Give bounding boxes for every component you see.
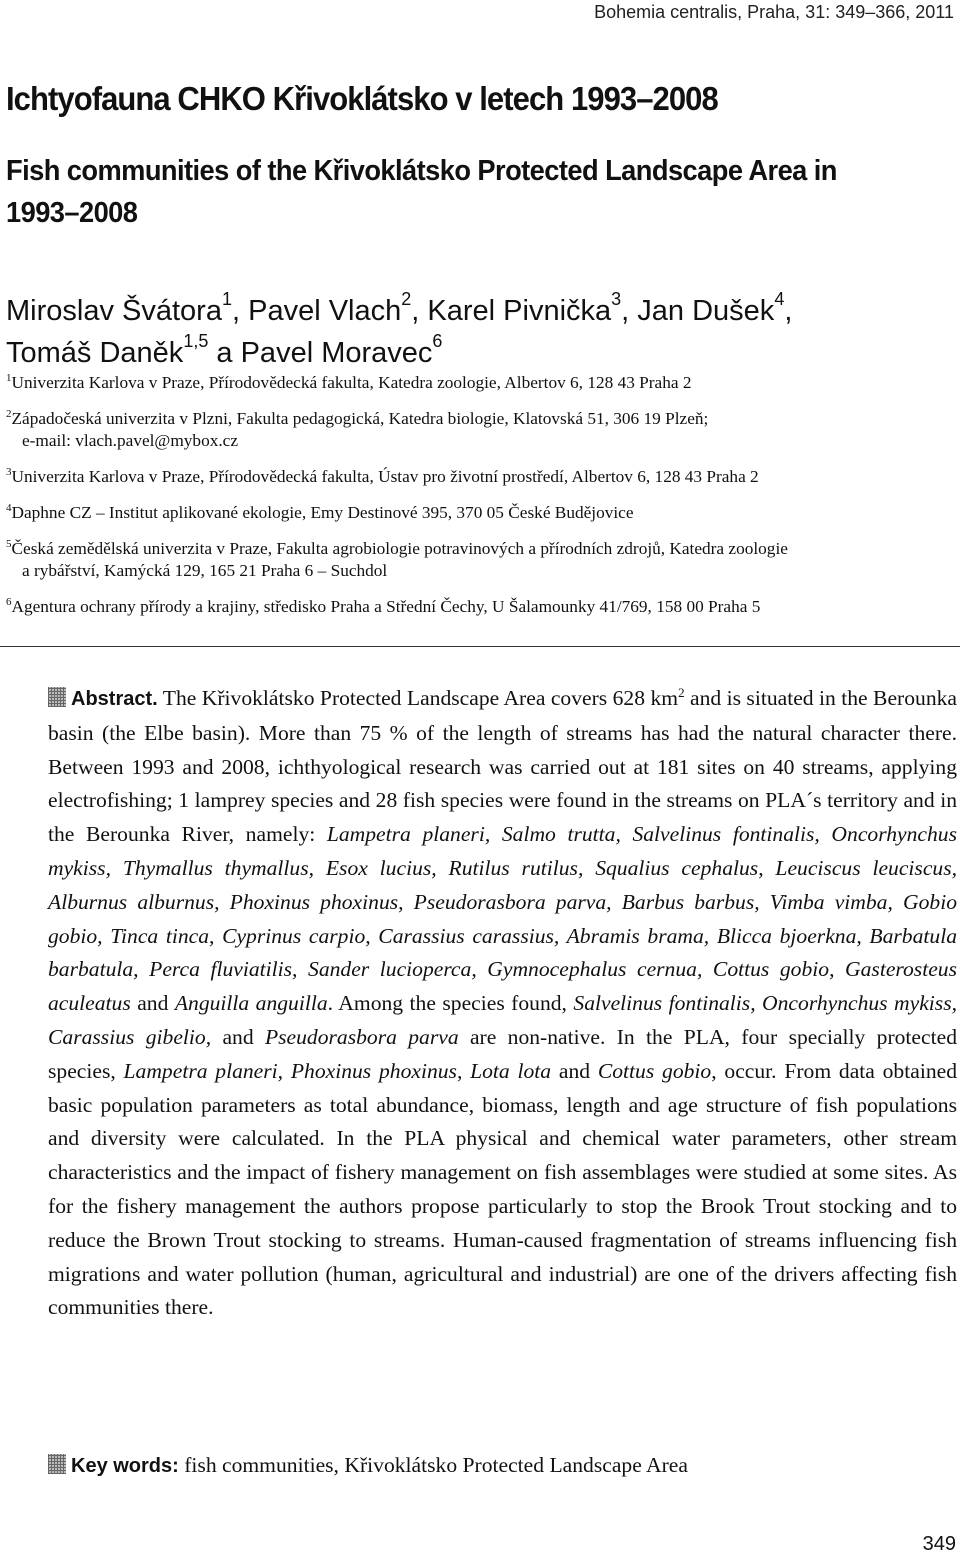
page-number: 349: [922, 1533, 956, 1555]
keywords: [48, 1453, 688, 1478]
author: Jan Dušek$^4$,: [637, 289, 793, 327]
affiliation: $^4$Daphne CZ – Institut aplikované ekologie, Emy Destinové 395, 370 05 České Budějovice: [6, 502, 634, 522]
author: Pavel Vlach$^2$,: [248, 289, 428, 327]
affiliation: $^5$Česká zemědělská univerzita v Praze, Fakulta agrobiologie potravinových a přírodních zdrojů, Katedra zoologie a rybářství, Kamýcká 129, 165 21 Praha 6 – Suchdol: [6, 538, 956, 582]
keywords-text: fish communities, Křivoklátsko Protected Landscape Area: [184, 1453, 688, 1477]
affiliation: $^6$Agentura ochrany přírody a krajiny, středisko Praha a Střední Čechy, U Šalamounky 41/769, 158 00 Praha 5: [6, 596, 761, 616]
abstract: Abstract. The Křivoklátsko Protected Landscape Area covers 628 $km^2$ and is situated in the Berounka basin (the Elbe basin). More than 75 % of the length of streams has had the natural character there. Between 1993 and 2008, ichthyological research was carried out at 181 sites on 40 streams, applying electrofishing; 1 lamprey species and 28 fish species were found in the streams on PLA´s territory and in the Berounka River, namely: Lampetra planeri, Salmo trutta, Salvelinus fontinalis, Oncorhynchus mykiss, Thymallus thymallus, Esox lucius, Rutilus rutilus, Squalius cephalus, Leuciscus leuciscus, Alburnus alburnus, Phoxinus phoxinus, Pseudorasbora parva, Barbus barbus, Vimba vimba, Gobio gobio, Tinca tinca, Cyprinus carpio, Carassius carassius, Abramis brama, Blicca bjoerkna, Barbatula barbatula, Perca fluviatilis, Sander lucioperca, Gymnocephalus cernua, Cottus gobio, Gasterosteus aculeatus and Anguilla anguilla. Among the species found, Salvelinus fontinalis, Oncorhynchus mykiss, Carassius gibelio, and Pseudorasbora parva are non-native. In the PLA, four specially protected species, Lampetra planeri, Phoxinus phoxinus, Lota lota and Cottus gobio, occur. From data obtained basic population parameters as total abundance, biomass, length and age structure of fish populations and diversity were calculated. In the PLA physical and chemical water parameters, other stream characteristics and the impact of fishery management on fish assemblages were studied at some sites. As for the fishery management the authors propose particularly to stop the Brook Trout stocking and to reduce the Brown Trout stocking to streams. Human-caused fragmentation of streams influencing fish migrations and water pollution (human, agricultural and industrial) are one of the drivers affecting fish communities there.: [48, 684, 958, 1320]
title-czech: Ichtyofauna CHKO Křivoklátsko v letech 1993–2008: [6, 80, 718, 117]
bullet-square-icon: [48, 687, 66, 707]
author: Karel Pivnička$^3$,: [427, 289, 638, 327]
author: Tomáš Daněk$^{1,5}$ a: [6, 331, 241, 369]
keywords-label: Key words:: [71, 1455, 179, 1477]
affiliation-list: [6, 372, 956, 632]
affiliation: $^1$Univerzita Karlova v Praze, Přírodovědecká fakulta, Katedra zoologie, Albertov 6, 128 43 Praha 2: [6, 372, 692, 392]
abstract-label: Abstract.: [71, 688, 158, 710]
title-english: Fish communities of the Křivoklátsko Protected Landscape Area in 1993–2008: [6, 155, 837, 229]
bullet-square-icon: [48, 1454, 66, 1474]
affiliation-continuation: a rybářství, Kamýcká 129, 165 21 Praha 6 – Suchdol: [22, 561, 388, 580]
journal-citation: Bohemia centralis, Praha, 31: 349–366, 2011: [594, 2, 954, 22]
author: Pavel Moravec$^6$: [240, 331, 443, 369]
author: Miroslav Švátora$^1$,: [6, 289, 249, 327]
section-divider: [0, 646, 960, 647]
affiliation: $^2$Západočeská univerzita v Plzni, Fakulta pedagogická, Katedra biologie, Klatovská 51, 306 19 Plzeň; e-mail: vlach.pavel@mybox.cz: [6, 408, 956, 452]
author-list: [6, 290, 956, 374]
affiliation-email: e-mail: vlach.pavel@mybox.cz: [22, 431, 239, 450]
affiliation: $^3$Univerzita Karlova v Praze, Přírodovědecká fakulta, Ústav pro životní prostředí, Albertov 6, 128 43 Praha 2: [6, 466, 759, 486]
